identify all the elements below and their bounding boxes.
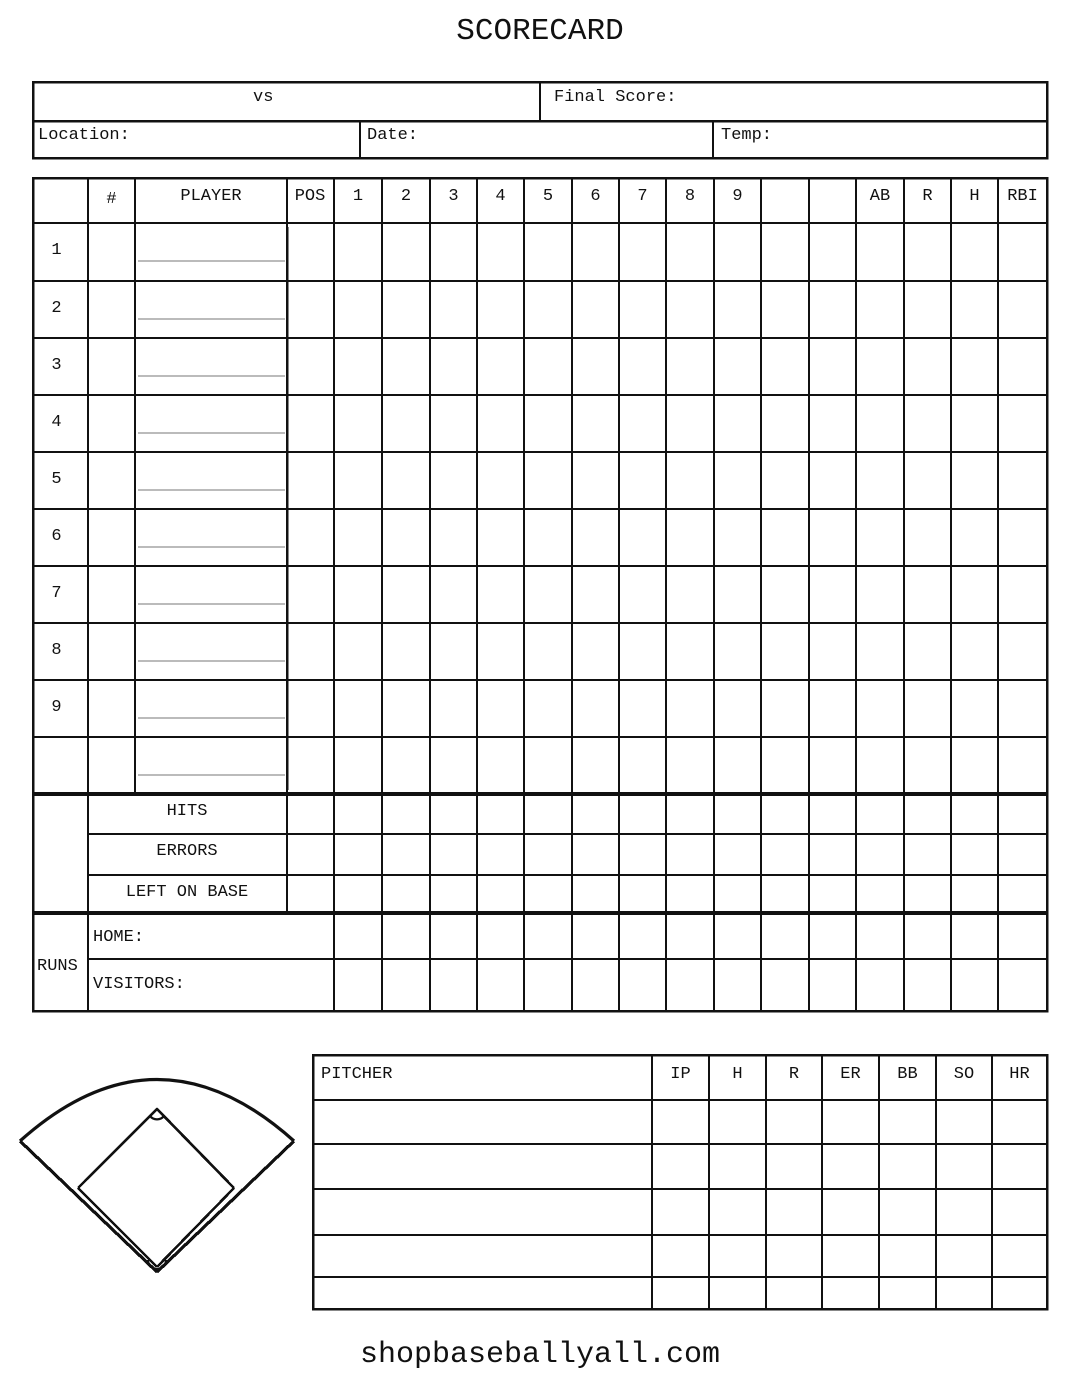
final-score-label: Final Score: <box>554 88 677 107</box>
batting-order-6: 6 <box>51 527 62 546</box>
inning-header-4: 4 <box>495 187 506 206</box>
temp-label: Temp: <box>721 126 773 145</box>
stat-header-ab: AB <box>869 187 891 206</box>
inning-header-6: 6 <box>590 187 601 206</box>
date-label: Date: <box>367 126 419 145</box>
pitching-header-h: H <box>732 1065 743 1084</box>
batting-order-8: 8 <box>51 641 62 660</box>
number-column-header: # <box>106 190 117 209</box>
batting-order-7: 7 <box>51 584 62 603</box>
pitching-header-hr: HR <box>1009 1065 1030 1084</box>
location-field[interactable] <box>135 124 359 158</box>
final-score-field[interactable] <box>680 84 1046 120</box>
stat-header-r: R <box>922 187 933 206</box>
visitors-label: VISITORS: <box>93 975 185 994</box>
inning-header-5: 5 <box>542 187 554 206</box>
page-title: SCORECARD <box>456 14 624 49</box>
runs-label: RUNS <box>37 957 78 976</box>
inning-header-8: 8 <box>684 187 696 206</box>
inning-header-9: 9 <box>732 187 743 206</box>
home-label: HOME: <box>93 928 145 947</box>
website-footer: shopbaseballyall.com <box>359 1338 721 1372</box>
pitching-header-bb: BB <box>897 1065 918 1084</box>
stat-header-rbi: RBI <box>1007 187 1038 206</box>
inning-header-1: 1 <box>352 187 364 206</box>
batting-order-9: 9 <box>51 698 62 717</box>
location-label: Location: <box>38 126 130 145</box>
batting-order-4: 4 <box>51 413 62 432</box>
batting-order-3: 3 <box>51 356 62 375</box>
date-field[interactable] <box>420 124 712 158</box>
inning-header-7: 7 <box>637 187 648 206</box>
teams-field[interactable] <box>34 84 538 120</box>
inning-header-2: 2 <box>400 187 412 206</box>
pos-column-header: POS <box>294 187 326 206</box>
pitching-header-pitcher: PITCHER <box>321 1065 393 1084</box>
pitching-header-ip: IP <box>670 1065 691 1084</box>
batting-order-1: 1 <box>51 241 62 260</box>
vs-label: vs <box>253 88 274 107</box>
stat-header-h: H <box>969 187 980 206</box>
temp-field[interactable] <box>776 124 1046 158</box>
errors-label: ERRORS <box>156 842 218 861</box>
player-column-header: PLAYER <box>180 187 242 206</box>
pitching-header-er: ER <box>840 1065 861 1084</box>
inning-header-3: 3 <box>448 187 459 206</box>
pitching-header-r: R <box>788 1065 800 1084</box>
batting-order-2: 2 <box>51 299 62 318</box>
batting-order-5: 5 <box>51 470 62 489</box>
hits-label: HITS <box>166 802 208 821</box>
diamond-infield-icon <box>15 1058 300 1288</box>
left-on-base-label: LEFT ON BASE <box>125 883 249 902</box>
pitching-header-so: SO <box>953 1065 975 1084</box>
